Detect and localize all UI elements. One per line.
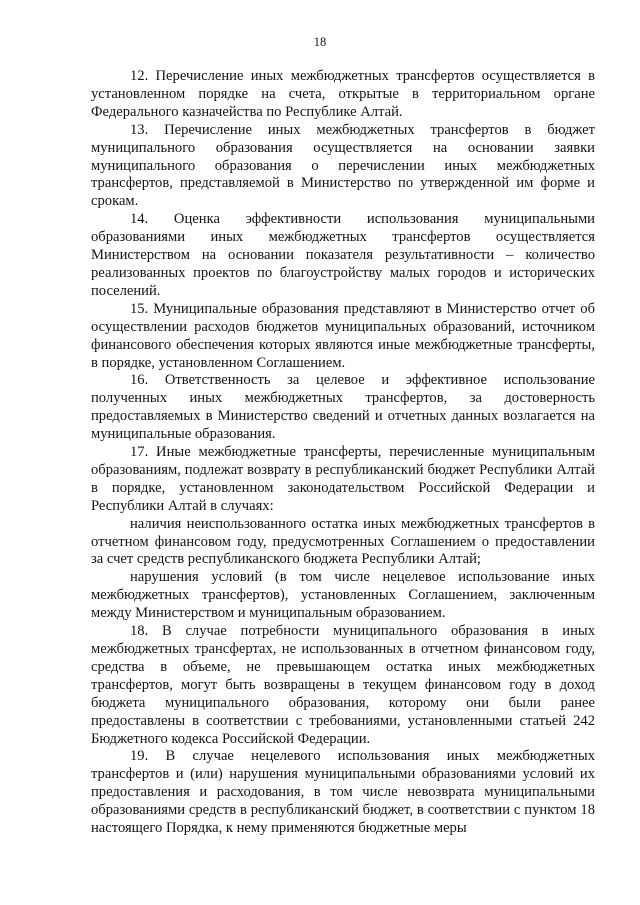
paragraph-13: 13. Перечисление иных межбюджетных трансфертов в бюджет муниципального образования осуществляется на основании заявки муниципального образования о перечислении иных межбюджетных трансфертов, представляемой в Министерство по утвержденной им форме и срокам.: [91, 121, 595, 210]
document-body: [91, 68, 595, 838]
page-number: 18: [313, 35, 327, 49]
paragraph-17-case-1: наличия неиспользованного остатка иных межбюджетных трансфертов в отчетном финансовом году, предусмотренных Соглашением о предоставлении за счет средств республиканского бюджета Республики Алтай;: [91, 515, 595, 568]
paragraph-15: 15. Муниципальные образования представляют в Министерство отчет об осуществлении расходов бюджетов муниципальных образований, источником финансового обеспечения которых являются иные межбюджетные трансферты, в порядке, установленном Соглашением.: [91, 300, 595, 371]
paragraph-18: 18. В случае потребности муниципального образования в иных межбюджетных трансфертах, не использованных в отчетном финансовом году, средства в объеме, не превышающем остатка иных межбюджетных трансфертов, могут быть возвращены в текущем финансовом году в доход бюджета муниципального образования, которому они были ранее предоставлены в соответствии с требованиями, установленными статьей 242 Бюджетного кодекса Российской Федерации.: [91, 623, 595, 747]
paragraph-14: 14. Оценка эффективности использования муниципальными образованиями иных межбюджетных трансфертов осуществляется Министерством на основании показателя результативности – количество реализованных проектов по благоустройству малых городов и исторических поселений.: [91, 211, 595, 299]
paragraph-17-case-2: нарушения условий (в том числе нецелевое использование иных межбюджетных трансфертов), установленных Соглашением, заключенным между Министерством и муниципальным образованием.: [91, 569, 595, 622]
paragraph-12: 12. Перечисление иных межбюджетных трансфертов осуществляется в установленном порядке на счета, открытые в территориальном органе Федерального казначейства по Республике Алтай.: [91, 68, 595, 120]
paragraph-16: 16. Ответственность за целевое и эффективное использование полученных иных межбюджетных трансфертов, за достоверность предоставляемых в Министерство сведений и отчетных данных возлагается на муниципальные образования.: [91, 372, 595, 443]
paragraph-19: 19. В случае нецелевого использования иных межбюджетных трансфертов и (или) нарушения муниципальными образованиями условий их предоставления и расходования, в том числе невозврата муниципальными образованиями средств в республиканский бюджет, в соответствии с пунктом 18 настоящего Порядка, к нему применяются бюджетные меры: [91, 748, 595, 837]
paragraph-17: 17. Иные межбюджетные трансферты, перечисленные муниципальным образованиям, подлежат возврату в республиканский бюджет Республики Алтай в порядке, установленном законодательством Российской Федерации и Республики Алтай в случаях:: [91, 444, 595, 514]
